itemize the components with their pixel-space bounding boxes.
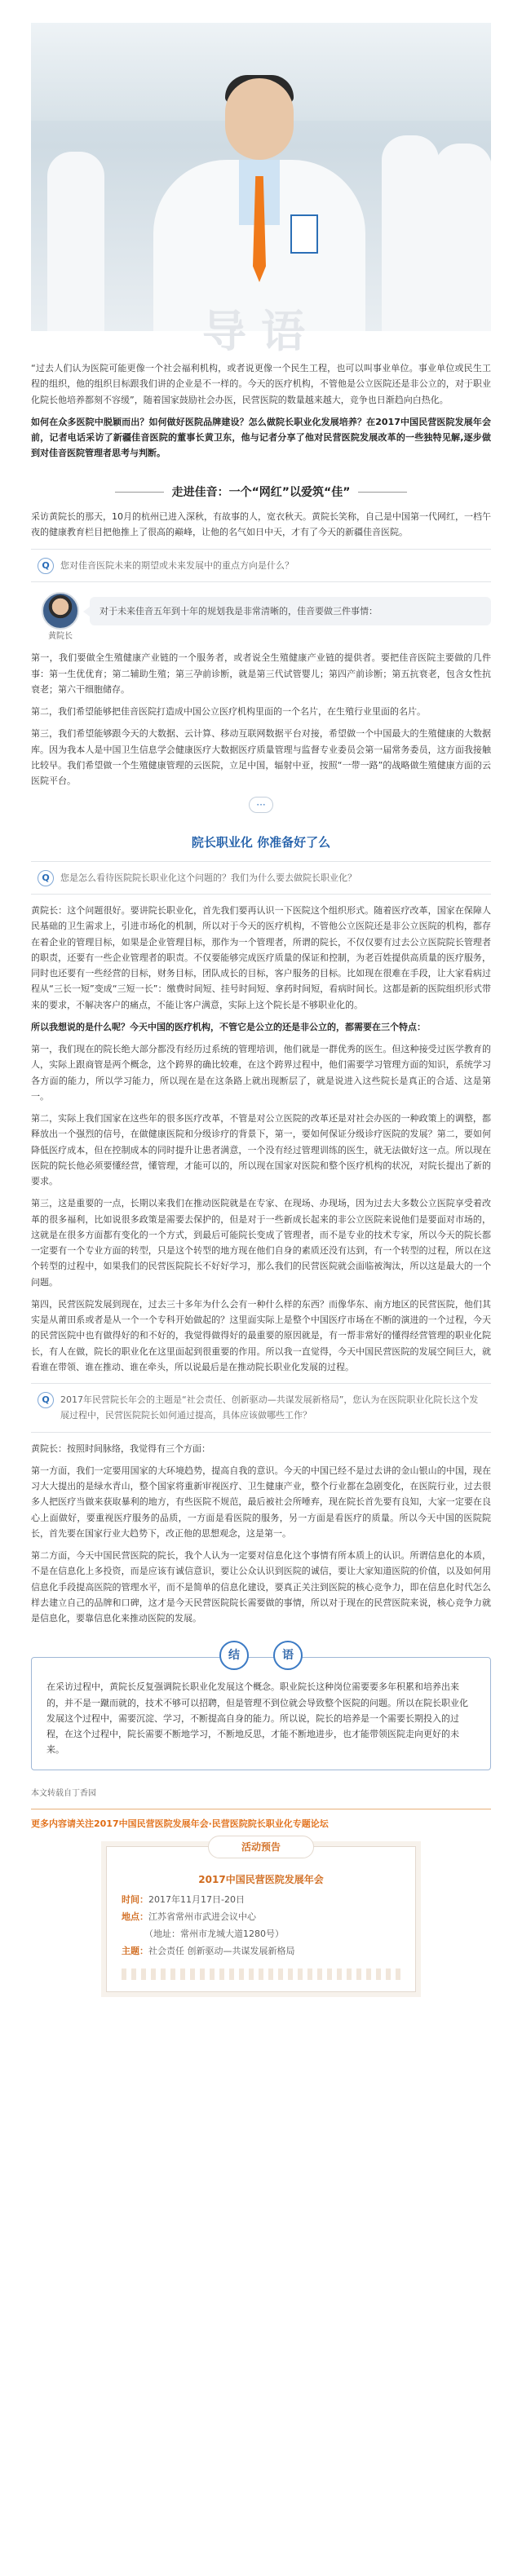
answer-paragraph: 黄院长：这个问题很好。要讲院长职业化，首先我们要再认识一下医院这个组织形式。随着医疗改革，国家在保障人民基础的卫生需求上，引进市场化的机制，所以对于今天的医疗机构，不管他公立医院还是非公立医院的机构，都存在着企业的管理目标，如果是企业管理目标，那作为一个管理者，所谓的院长，不仅仅要有过去公立医院院长管理者的职责，还要有一些企业管理者的职责。不仅要能够完成医疗质量的保证和控制，为老百姓提供高质量的医疗服务，同时也还要有一些经营的目标，财务目标，团队成长的目标，客户服务的目标。比如现在很难在手段，让大家看病过程从“三长一短”变成“三短一长”：缴费时间短、挂号时间短、拿药时间短，看病时间长。这都是新的医院组织形式带来的要求，不解决客户的痛点，不能让客户满意，实际上这个院长是不够职业化的。 (31, 905, 491, 1010)
hero-photo (31, 23, 491, 331)
event-card (106, 1841, 416, 1992)
answer-paragraph: 第一方面，我们一定要用国家的大环境趋势，提高自我的意识。今天的中国已经不是过去讲的金山银山的中国，现在习大大提出的是绿水青山，整个国家将重新审视医疗、卫生健康产业，整个行业都在急剧变化，在医院行业，过去很多人把医疗当做来获取暴利的地方，有些医院不规范，最后被社会所唾弃，现在院长首先要有良知，大家一定要在良心上面做好，要重视医疗服务的品质，一方面是看医院的服务，另一方面是看医疗的质量。所以今天中国的医院院长，首先要在国家行业大趋势下，改正他的思想观念，这是第一。 (31, 1465, 491, 1539)
answer-paragraph: 第二，我们希望能够把佳音医院打造成中国公立医疗机构里面的一个名片，在生殖行业里面的名片。 (31, 706, 426, 717)
question-icon: Q (38, 558, 54, 574)
question-icon: Q (38, 870, 54, 886)
section2-heading: 院长职业化 你准备好了么 (191, 834, 331, 850)
doctor-figure (153, 62, 365, 331)
event-row-theme: 主题：社会责任 创新驱动—共谋发展新格局 (122, 1945, 295, 1956)
section-divider (31, 797, 491, 813)
decorative-border (122, 1968, 400, 1980)
summary-char-icon: 语 (273, 1641, 303, 1670)
answer-paragraph: 第四，民营医院发展到现在，过去三十多年为什么会有一种什么样的东西？而像华东、南方地区的民营医院，他们其实是从莆田系或者是从一个一个专科开始做起的？这里面实际上是整个中国医疗市场在不断的演进的一个过程，今天的民营医院中也有做得好的和不好的，我觉得做得好的最重要的原因就是，有一帮非常好的懂得经营管理的职业化院长，有人在做，院长的职业化在这里面起到很重要的作用。所以我一直觉得，今天中国民营医院的发展空间巨大，就看谁在带领、谁在推动、谁在牵头，所以说最后是在推动院长职业化发展的过程。 (31, 1298, 491, 1372)
event-row-time: 时间：2017年11月17日-20日 (122, 1894, 245, 1906)
summary-box: 在采访过程中，黄院长反复强调院长职业化发展这个概念。职业院长这种岗位需要要多年积累和培养出来的，并不是一蹴而就的，技术不够可以招聘，但是管理不到位就会导致整个医院的问题。所以在院长职业化发展这个过程中，需要沉淀、学习，不断提高自身的能力。所以说，院长的培养是一个需要长期投入的过程，在这个过程中，院长需要不断地学习，不断地反思，才能不断地进步，也才能带领医院走向更好的未来。 (31, 1657, 491, 1770)
section-heading: 走进佳音：一个“网红”以爱筑“佳” (31, 483, 491, 503)
answer-paragraph: 黄院长：按照时间脉络，我觉得有三个方面： (31, 1443, 210, 1454)
summary-icons (31, 1641, 491, 1670)
answer-paragraph-bold: 所以我想说的是什么呢？今天中国的医疗机构，不管它是公立的还是非公立的，都需要在三个特点： (31, 1021, 426, 1032)
section1-paragraph: 采访黄院长的那天，10月的杭州已进入深秋，有故事的人，宽衣秋天。黄院长笑称，自己是中国第一代网红，一档午夜的健康教育栏目把他推上了很高的巅峰，让他的名气如日中天，才有了今天的新疆佳音医院。 (31, 511, 491, 538)
source-note: 本文转载自丁香园 (31, 1788, 96, 1798)
intro-paragraph-bold: 如何在众多医院中脱颖而出？如何做好医院品牌建设？怎么做院长职业化发展培养？在2017中国民营医院发展年会前，记者电话采访了新疆佳音医院的董事长黄卫东，他与记者分享了他对民营医院发展改革的一些独特见解,逐步做到对佳音医院管理者思考与判断。 (31, 416, 491, 459)
question-box: Q 您对佳音医院未来的期望或未来发展中的重点方向是什么？ (31, 549, 491, 582)
background-person (382, 135, 439, 331)
id-badge (290, 214, 318, 254)
answer-paragraph: 第三，这是重要的一点，长期以来我们在推动医院就是在专家、在现场、办现场，因为过去大多数公立医院享受着改革的很多福利，比如说很多政策是需要去保护的，但是对于一些新成长起来的非公立医院来说他们是要面对市场的，这就是在很多方面都有变化的一个方式，到最后可能院长变成了管理者，而不是专业的技术专家，所以今天的院长都一定要有一个专业方面的转型，只是这个转型的地方现在他们自身的素质还没有达到，有一个转型的过程，所以在这个转型的过程中，如果我们的民营医院院长不好好学习，那么我们的民营医院就会面临被淘汰，所以这是最大的一个问题。 (31, 1198, 491, 1288)
answer-paragraph: 第一，我们现在的院长绝大部分都没有经历过系统的管理培训，他们就是一群优秀的医生。但这种接受过医学教育的人，实际上跟商管是两个概念，这个跨界的确比较难，在这个跨界过程中，他们需要学习管理方面的知识，系统学习各方面的能力，所以学习能力，所以现在是在这条路上就出现断层了，就是说进入这些院长是真正的合适、这是第一。 (31, 1044, 491, 1102)
avatar (42, 592, 79, 630)
promo-link[interactable]: 更多内容请关注2017中国民营医院发展年会·民营医院院长职业化专题论坛 (31, 1818, 329, 1829)
answer-paragraph: 第二方面，今天中国民营医院的院长，我个人认为一定要对信息化这个事情有所本质上的认识。所谓信息化的本质，不是在信息化上多投资，而是应该有诚信意识，要让公众认识到医院的诚信，要让大家知道医院的价值，以及如何用信息化手段提高医院的管理水平，而不是简单的信息化建设，要真正关注到医院的核心竞争力，即在信息化时代怎么样去建立自己的品牌和口碑，这才是今天民营医院院长需要做的事情，所以对于现在的民营医院来说，核心竞争力就是信息化，要靠信息化来推动医院的发展。 (31, 1550, 491, 1624)
answer-paragraph: 第一，我们要做全生殖健康产业链的一个服务者，或者说全生殖健康产业链的提供者。要把佳音医院主要做的几件事：第一生优优育；第二辅助生殖；第三孕前诊断，就是第三代试管婴儿；第四产前诊断；第五抗衰老，包含女性抗衰老；第六干细胞储存。 (31, 652, 491, 695)
answer-paragraph: 第二，实际上我们国家在这些年的很多医疗改革，不管是对公立医院的改革还是对社会办医的一种政策上的调整，都释放出一个强烈的信号，在做健康医院和分级诊疗的背景下，第一，要如何保证分级诊疗医院的发展？第二，要如何降低医疗成本，但在控制成本的同时提升让患者满意，一个没有经过管理训练的医生，就无法做好这一点。所以现在医院的院长他必须要懂经营，懂管理，才能可以的，所以现在国家对医院和整个医疗机构的状况，对院长提出了新的要求。 (31, 1113, 491, 1186)
intro-section (0, 360, 522, 1992)
speech-bubble: 对于未来佳音五年到十年的规划我是非常清晰的，佳音要做三件事情： (90, 597, 491, 625)
event-row-address: （地址：常州市龙城大道1280号） (144, 1929, 284, 1940)
intro-watermark: 导语 (202, 306, 320, 357)
intro-paragraph: “过去人们认为医院可能更像一个社会福利机构，或者说更像一个民生工程，也可以叫事业单位。事业单位或民生工程的组织，他的组织目标跟我们讲的企业是不一样的。今天的医疗机构，不管他是公立医院还是非公立的，对于职业化院长他培养都刻不容缓”，随着国家鼓励社会办医，民营医院的数量越来越大，竞争也日渐趋向白热化。 (31, 363, 491, 405)
interviewee-row (31, 592, 491, 644)
background-person (435, 144, 491, 331)
question-box: Q 您是怎么看待医院院长职业化这个问题的？我们为什么要去做院长职业化？ (31, 861, 491, 895)
event-tab: 活动预告 (208, 1836, 314, 1858)
dots-icon: ··· (249, 797, 273, 813)
event-row-location: 地点：江苏省常州市武进会议中心 (122, 1911, 256, 1923)
question-box: Q 2017年民营院长年会的主题是“社会责任、创新驱动—共谋发展新格局”，您认为在医院职业化院长这个发展过程中，民营医院院长如何通过提高，具体应该做哪些工作？ (31, 1383, 491, 1433)
summary-char-icon: 结 (219, 1641, 249, 1670)
event-title: 2017中国民营医院发展年会 (198, 1874, 324, 1886)
interviewee-name: 黄院长 (48, 631, 73, 641)
question-icon: Q (38, 1392, 54, 1408)
background-person (47, 152, 104, 331)
answer-paragraph: 第三，我们希望能够跟今天的大数据、云计算、移动互联网数据平台对接，希望做一个中国最大的生殖健康的大数据库。因为我本人是中国卫生信息学会健康医疗大数据医疗质量管理与监督专业委员会第一届常务委员，这方面我接触比较早。我们希望做一个生殖健康管理的云医院，立足中国，辐射中亚，按照“一带一路”的战略做生殖健康方面的云医院平台。 (31, 728, 491, 786)
